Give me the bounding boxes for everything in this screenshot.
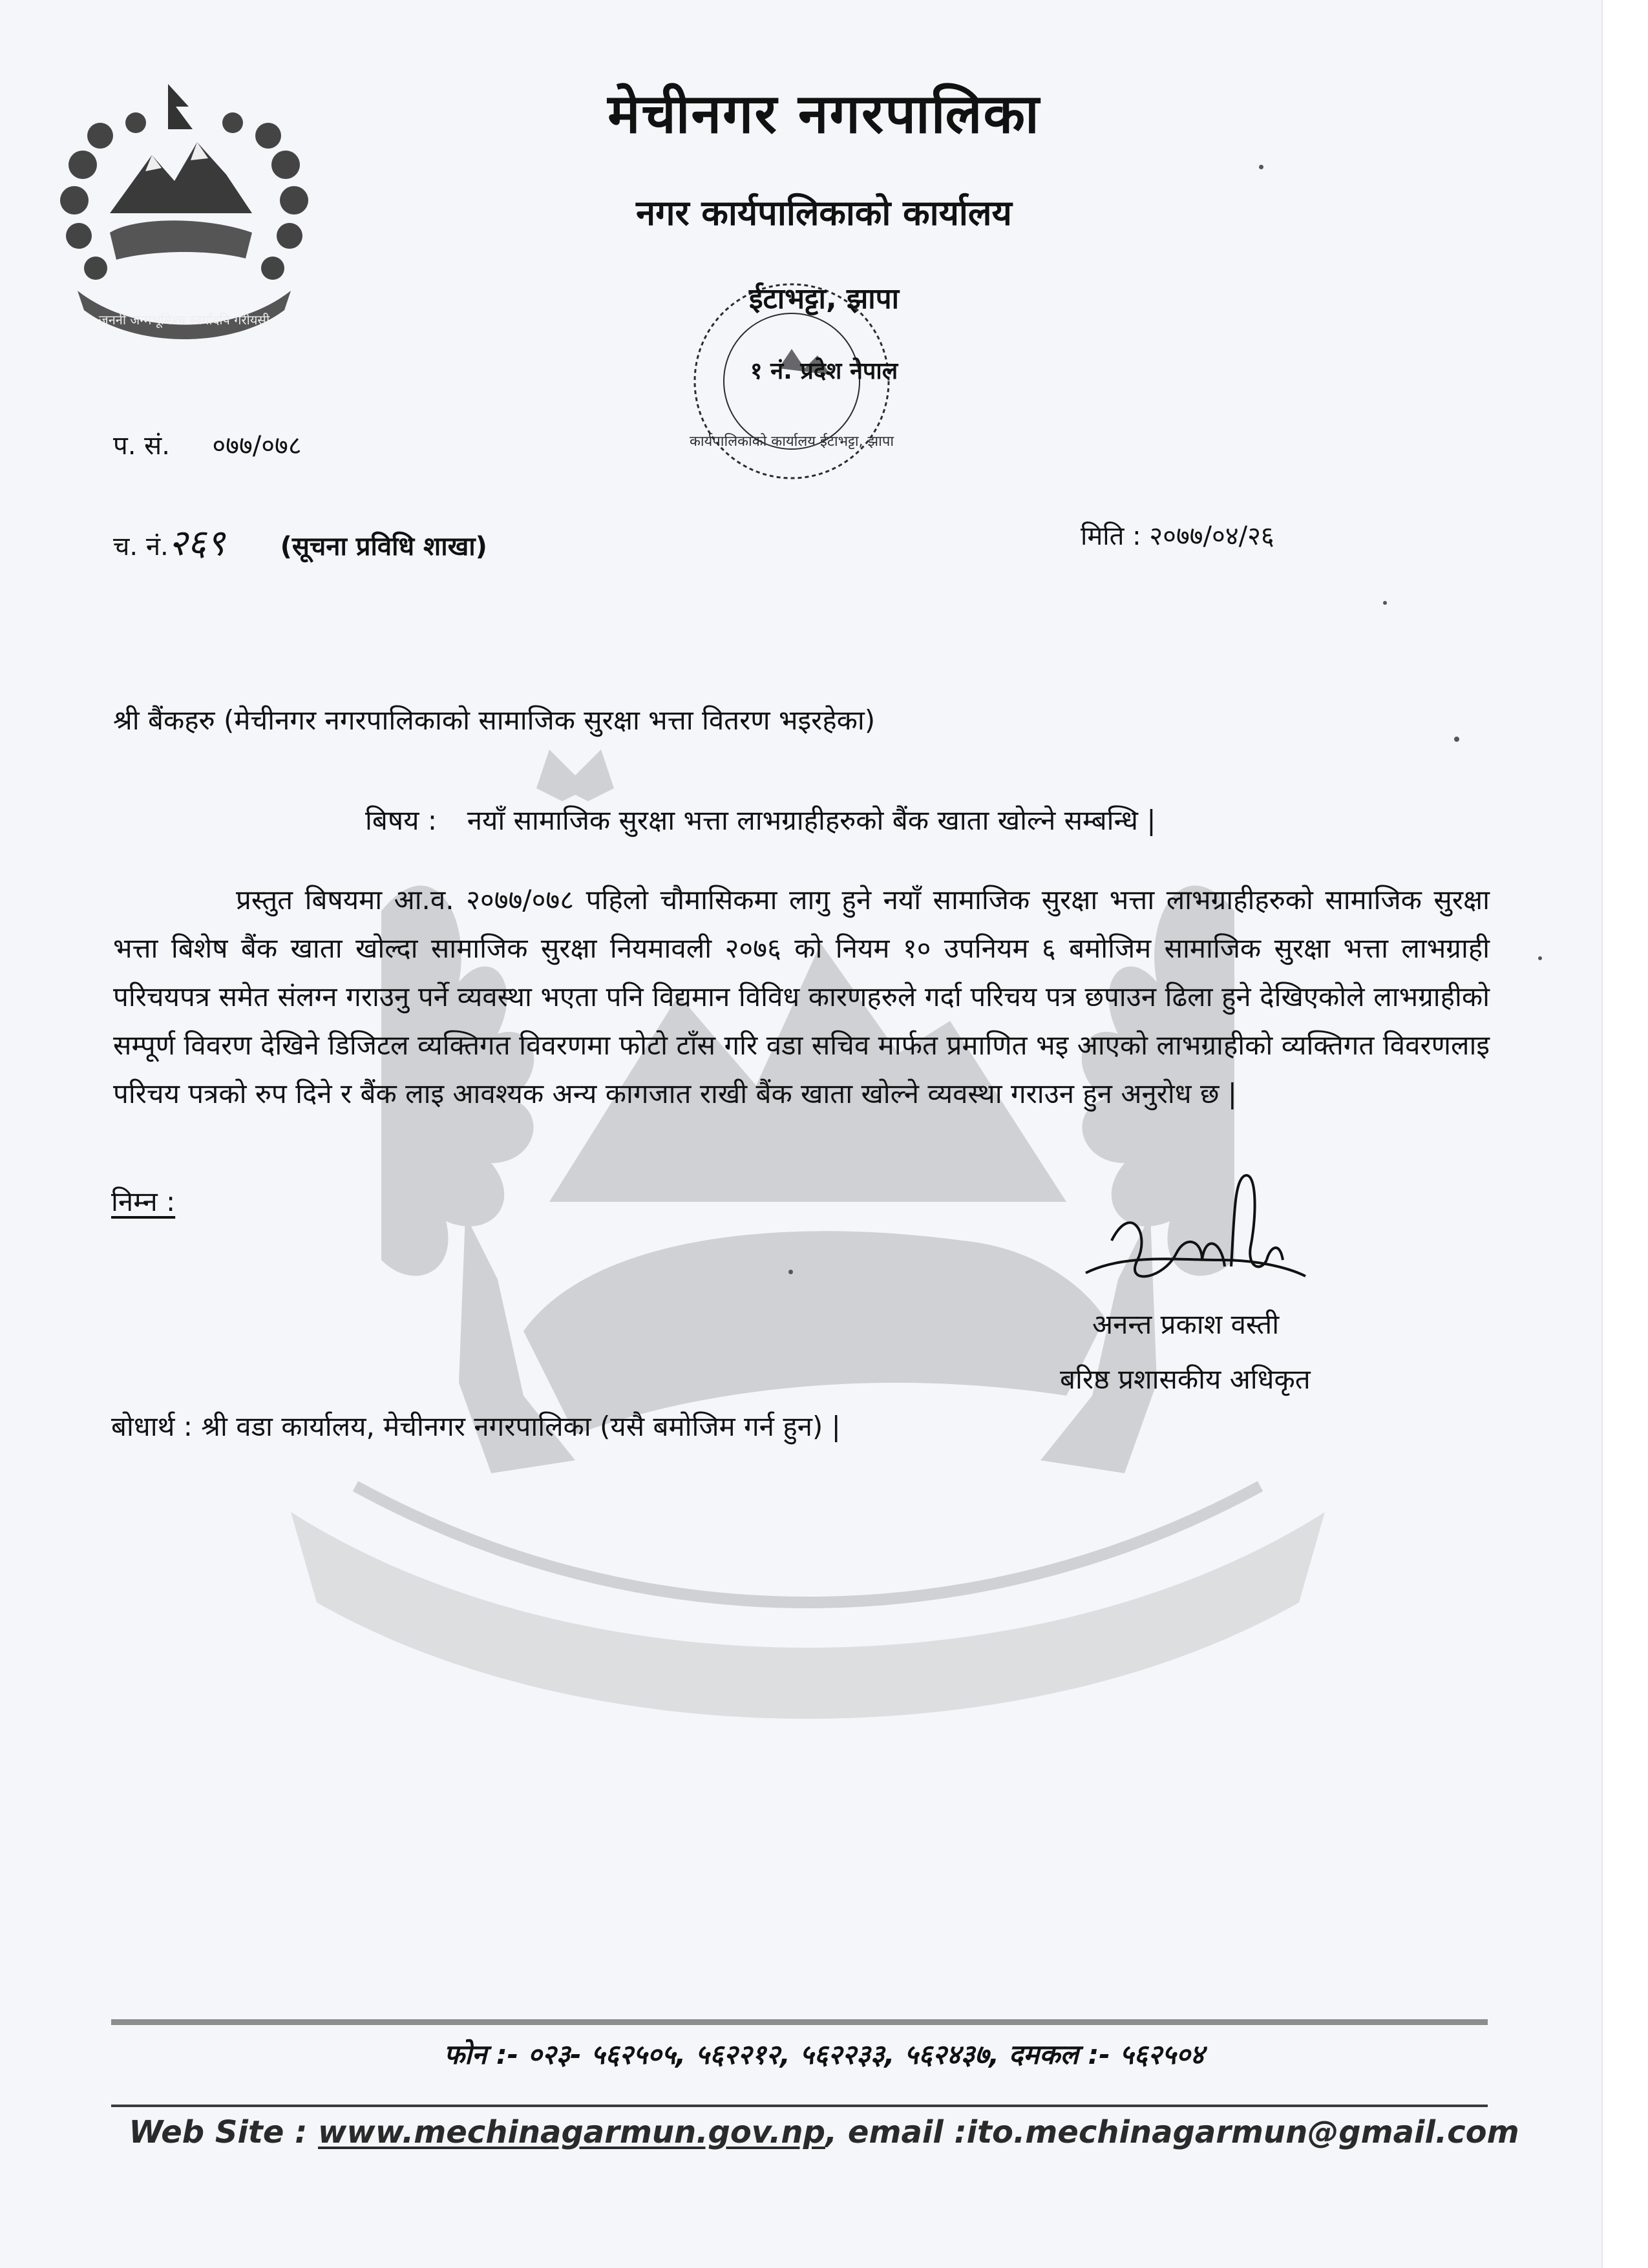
subject-label: बिषय : [365, 804, 437, 836]
scan-speck [1259, 165, 1263, 169]
patra-value: ०७७/०७८ [212, 431, 302, 461]
handwritten-signature [1073, 1163, 1318, 1312]
stamp-text: कार्यपालिकाको कार्यालय ईटाभट्टा, झापा [689, 434, 894, 450]
website-link[interactable]: www.mechinagarmun.gov.np [318, 2114, 825, 2150]
footer-contact [0, 2114, 1648, 2150]
footer-phone: फोन :- ०२३- ५६२५०५, ५६२२१२, ५६२२३३, ५६२४३७, दमकल :- ५६२५०४ [443, 2039, 1205, 2070]
signatory-designation: बरिष्ठ प्रशासकीय अधिकृत [1060, 1363, 1311, 1395]
chalani-value: २६९ [168, 522, 226, 564]
chalani-label: च. नं. [113, 532, 169, 562]
addressee: श्री बैंकहरु (मेचीनगर नगरपालिकाको सामाजिक सुरक्षा भत्ता वितरण भइरहेका) [113, 704, 876, 736]
footer-rule-bottom [111, 2105, 1488, 2107]
email-label: , email : [825, 2114, 967, 2150]
scan-edge [1601, 0, 1648, 2268]
scan-speck [1383, 601, 1387, 605]
date-value: २०७७/०४/२६ [1149, 521, 1274, 551]
signatory-name: अनन्त प्रकाश वस्ती [1092, 1308, 1280, 1340]
emblem-motto: जननी जन्मभूमिश्च स्वर्गादपि गरीयसी [98, 312, 270, 328]
office-subtitle: नगर कार्यपालिकाको कार्यालय [636, 193, 1012, 233]
email-link[interactable]: ito.mechinagarmun@gmail.com [966, 2114, 1519, 2150]
nimna-label: निम्न : [111, 1186, 176, 1217]
date-label: मिति : [1081, 521, 1141, 551]
patra-label: प. सं. [113, 431, 170, 461]
municipality-title: मेचीनगर नगरपालिका [607, 82, 1041, 145]
subject-text: नयाँ सामाजिक सुरक्षा भत्ता लाभग्राहीहरुको बैंक खाता खोल्ने सम्बन्धि | [467, 804, 1156, 836]
scan-speck [1538, 956, 1542, 960]
letter-body [113, 876, 1490, 1118]
scan-speck [788, 1270, 793, 1274]
patra-sankhya [113, 426, 302, 462]
chalani-number [113, 517, 487, 566]
section-name: (सूचना प्रविधि शाखा) [280, 532, 487, 562]
cc-line: बोधार्थ : श्री वडा कार्यालय, मेचीनगर नगरपालिका (यसै बमोजिम गर्न हुन) | [111, 1411, 841, 1442]
subject-line [365, 801, 1156, 838]
footer-rule-top [111, 2019, 1488, 2025]
body-paragraph: प्रस्तुत बिषयमा आ.व. २०७७/०७८ पहिलो चौमासिकमा लागु हुने नयाँ सामाजिक सुरक्षा भत्ता लाभग्राहीहरुको सामाजिक सुरक्षा भत्ता बिशेष बैंक खाता खोल्दा सामाजिक सुरक्षा नियमावली २०७६ को नियम १० उपनियम ६ बमोजिम सामाजिक सुरक्षा भत्ता लाभग्राही परिचयपत्र समेत संलग्न गराउनु पर्ने व्यवस्था भएता पनि विद्यमान विविध कारणहरुले गर्दा परिचय पत्र छपाउन ढिला हुने देखिएकोले लाभग्राहीको सम्पूर्ण विवरण देखिने डिजिटल व्यक्तिगत विवरणमा फोटो टाँस गरि वडा सचिव मार्फत प्रमाणित भइ आएको लाभग्राहीको व्यक्तिगत विवरणलाइ परिचय पत्रको रुप दिने र बैंक लाइ आवश्यक अन्य कागजात राखी बैंक खाता खोल्ने व्यवस्था गराउन हुन अनुरोध छ | [113, 884, 1490, 1109]
scan-speck [1454, 737, 1459, 742]
office-province: १ नं. प्रदेश नेपाल [750, 358, 898, 384]
date-line [1081, 517, 1274, 552]
web-label: Web Site : [129, 2114, 308, 2150]
office-address: ईटाभट्टा, झापा [748, 282, 900, 315]
